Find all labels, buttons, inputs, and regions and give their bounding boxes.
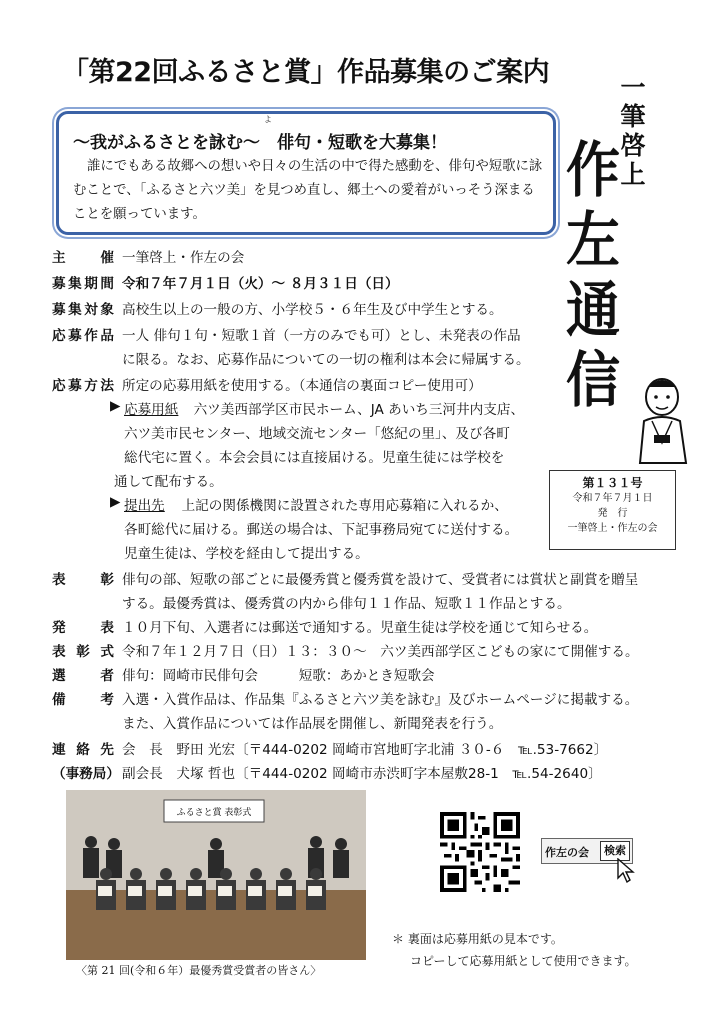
- label: 応募方法: [52, 378, 114, 394]
- value: 通して配布する。: [114, 474, 223, 490]
- qr-code[interactable]: [440, 812, 520, 892]
- masthead-char: 通: [566, 276, 620, 346]
- value: 六ツ美西部学区市民ホーム、JA あいち三河井内支店、: [180, 402, 525, 418]
- label: 選者: [52, 668, 114, 684]
- masthead-char: 啓: [620, 131, 646, 160]
- intro-box: [56, 111, 556, 235]
- value: 令和７年７月１日（火）～ ８月３１日（日）: [122, 276, 399, 292]
- intro-heading: ～我がふるさとを詠む～ 俳句・短歌を大募集！: [73, 133, 447, 153]
- photo-caption: 〈第 21 回(令和６年）最優秀賞受賞者の皆さん〉: [76, 964, 322, 977]
- form-heading: 応募用紙: [124, 402, 179, 418]
- masthead-small: [616, 73, 650, 189]
- issue-number: 第１３１号: [582, 476, 643, 490]
- search-button[interactable]: 検索: [600, 841, 630, 861]
- issue-published: 発 行: [597, 508, 628, 519]
- value: に限る。なお、応募作品についての一切の権利は本会に帰属する。: [122, 352, 530, 368]
- value: 俳句：岡崎市民俳句会 短歌：あかとき短歌会: [122, 668, 435, 684]
- masthead-char: 上: [620, 160, 646, 189]
- masthead-char: 筆: [620, 102, 646, 131]
- label: 募集期間: [52, 276, 114, 292]
- value: する。最優秀賞は、優秀賞の内から俳句１１作品、短歌１１作品とする。: [122, 596, 571, 612]
- masthead-char: 一: [620, 73, 646, 102]
- label: 発表: [52, 620, 114, 636]
- masthead-big: [566, 136, 620, 416]
- masthead-char: 作: [566, 136, 620, 206]
- value: 児童生徒は、学校を経由して提出する。: [124, 546, 369, 562]
- arrow-marker: ▶: [110, 398, 121, 414]
- value: 所定の応募用紙を使用する。（本通信の裏面コピー使用可）: [122, 378, 482, 394]
- value: また、入賞作品については作品展を開催し、新聞発表を行う。: [122, 716, 503, 732]
- issue-date: 令和７年７月１日: [572, 493, 653, 504]
- intro-body: 誰にでもある故郷への想いや日々の生活の中で得た感動を、俳句や短歌に詠むことで、「ふるさと六ツ美」を見つめ直し、郷土への愛着がいっそう深まることを願っています。: [73, 159, 543, 222]
- value: 六ツ美市民センター、地域交流センター「悠紀の里」、及び各町: [124, 426, 510, 442]
- page-title: 「第22回ふるさと賞」作品募集のご案内: [62, 57, 550, 88]
- value: 副会長 犬塚 哲也〔〒444-0202 岡崎市赤渋町字本屋敷28-1 ℡.54-2640〕: [122, 766, 602, 782]
- value: 令和７年１２月７日（日）１３：３０～ 六ツ美西部学区こどもの家にて開催する。: [122, 644, 639, 660]
- note-line: ＊ 裏面は応募用紙の見本です。: [392, 932, 563, 946]
- value: 俳句の部、短歌の部ごとに最優秀賞と優秀賞を設けて、受賞者には賞状と副賞を贈呈: [122, 572, 639, 588]
- value: 各町総代に届ける。郵送の場合は、下記事務局宛てに送付する。: [124, 522, 519, 538]
- samurai-figure-illustration: [630, 373, 694, 465]
- value: 会 長 野田 光宏〔〒444-0202 岡崎市宮地町字北浦 ３０-６ ℡.53-7662〕: [122, 742, 608, 758]
- value: 上記の関係機関に設置された専用応募箱に入れるか、: [168, 498, 508, 514]
- label: 募集対象: [52, 302, 114, 318]
- mouse-pointer-icon: [617, 858, 635, 884]
- label: 表彰式: [52, 644, 114, 660]
- label: 主催: [52, 250, 114, 266]
- label: 表彰: [52, 572, 114, 588]
- masthead-char: 信: [566, 346, 620, 416]
- label: 応募作品: [52, 328, 114, 344]
- label: 連絡先: [52, 742, 114, 758]
- photo-banner: ふるさと賞 表彰式: [176, 808, 252, 818]
- value: 入選・入賞作品は、作品集『ふるさと六ツ美を詠む』及びホームページに掲載する。: [122, 692, 639, 708]
- label: 備考: [52, 692, 114, 708]
- submit-heading: 提出先: [124, 498, 165, 514]
- value: 高校生以上の一般の方、小学校５・６年生及び中学生とする。: [122, 302, 503, 318]
- value: 一筆啓上・作左の会: [122, 250, 245, 266]
- value: １０月下旬、入選者には郵送で通知する。児童生徒は学校を通じて知らせる。: [122, 620, 598, 636]
- search-label: 作左の会: [545, 846, 589, 859]
- issue-box: [549, 470, 676, 550]
- award-ceremony-photo: [66, 790, 366, 960]
- note-line: コピーして応募用紙として使用できます。: [410, 954, 637, 968]
- back-page-note: [392, 928, 637, 972]
- ruby-annotation: よ: [264, 115, 272, 124]
- issue-publisher: 一筆啓上・作左の会: [567, 523, 658, 534]
- value: 一人 俳句１句・短歌１首（一方のみでも可）とし、未発表の作品: [122, 328, 521, 344]
- label: （事務局）: [52, 766, 120, 782]
- value: 総代宅に置く。本会会員には直接届ける。児童生徒には学校を: [124, 450, 505, 466]
- arrow-marker: ▶: [110, 494, 121, 510]
- masthead-char: 左: [566, 206, 620, 276]
